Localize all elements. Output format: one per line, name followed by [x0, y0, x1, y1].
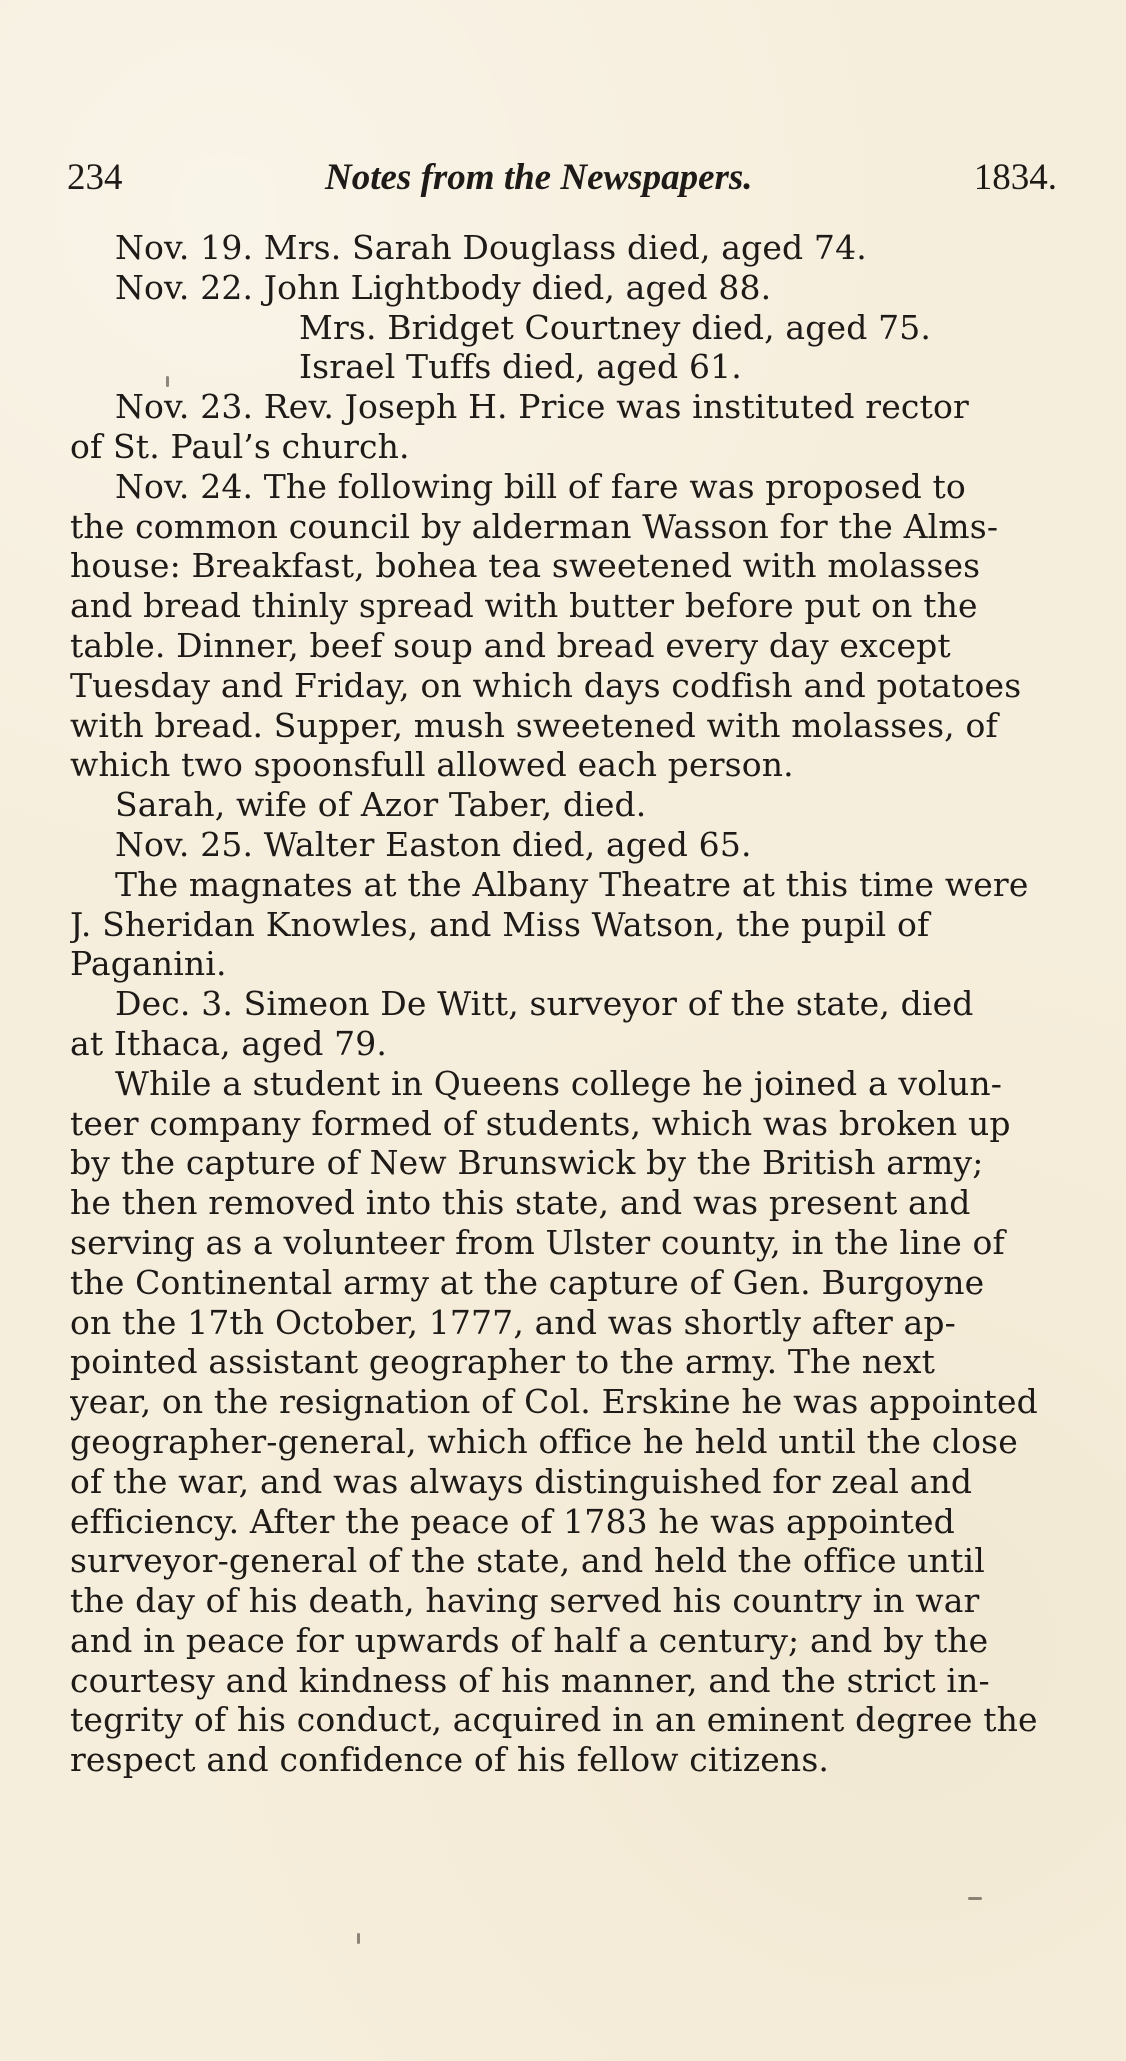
text-line: and in peace for upwards of half a century; and by the — [70, 1620, 989, 1660]
text-line: year, on the resignation of Col. Erskine he was appointed — [70, 1382, 1038, 1422]
text-line: of St. Paul’s church. — [70, 426, 410, 466]
page-text — [70, 228, 1055, 1780]
text-line: Nov. 19. Mrs. Sarah Douglass died, aged 74. — [115, 228, 867, 267]
text-line: respect and confidence of his fellow citizens. — [70, 1740, 830, 1780]
text-line: Paganini. — [70, 944, 227, 984]
text-line: Nov. 23. Rev. Joseph H. Price was instituted rector — [115, 387, 969, 427]
text-line: tegrity of his conduct, acquired in an eminent degree the — [70, 1700, 1038, 1740]
text-line: Tuesday and Friday, on which days codfish and potatoes — [70, 665, 1022, 705]
text-line: teer company formed of students, which was broken up — [70, 1103, 1011, 1143]
text-line: he then removed into this state, and was present and — [70, 1183, 971, 1223]
page-number: 234 — [67, 157, 123, 198]
text-line: the common council by alderman Wasson for the Alms- — [70, 506, 999, 546]
text-line: of the war, and was always distinguished for zeal and — [70, 1461, 973, 1501]
text-line: The magnates at the Albany Theatre at this time were — [115, 864, 1029, 904]
text-line: Sarah, wife of Azor Taber, died. — [115, 785, 647, 825]
text-line: which two spoonsfull allowed each person. — [70, 745, 794, 785]
text-line: pointed assistant geographer to the army. The next — [70, 1342, 936, 1382]
text-line: geographer-general, which office he held until the close — [70, 1421, 1018, 1461]
text-line: surveyor-general of the state, and held the office until — [70, 1541, 985, 1581]
header-year: 1834. — [973, 157, 1057, 198]
text-line: Dec. 3. Simeon De Witt, surveyor of the state, died — [115, 984, 974, 1024]
text-line: Nov. 24. The following bill of fare was proposed to — [115, 466, 966, 506]
running-title: Notes from the Newspapers. — [325, 157, 753, 198]
text-line: at Ithaca, aged 79. — [70, 1023, 388, 1063]
text-line: Nov. 22. John Lightbody died, aged 88. — [115, 267, 772, 307]
text-line: While a student in Queens college he joined a volun- — [115, 1063, 1003, 1103]
text-line: by the capture of New Brunswick by the British army; — [70, 1143, 984, 1183]
paper-speck — [968, 1897, 982, 1900]
paper-speck — [357, 1933, 360, 1944]
text-line: the day of his death, having served his country in war — [70, 1581, 980, 1621]
text-line: Nov. 25. Walter Easton died, aged 65. — [115, 824, 752, 864]
text-line: table. Dinner, beef soup and bread every day except — [70, 625, 951, 665]
text-line: the Continental army at the capture of Gen. Burgoyne — [70, 1262, 985, 1302]
paper-speck — [166, 376, 169, 387]
text-line: efficiency. After the peace of 1783 he was appointed — [70, 1501, 955, 1541]
text-line: Mrs. Bridget Courtney died, aged 75. — [299, 307, 932, 347]
text-line: and bread thinly spread with butter before put on the — [70, 586, 978, 626]
text-line: house: Breakfast, bohea tea sweetened with molasses — [70, 546, 981, 586]
text-line: on the 17th October, 1777, and was shortly after ap- — [70, 1302, 956, 1342]
text-line: Israel Tuffs died, aged 61. — [299, 347, 742, 387]
text-line: with bread. Supper, mush sweetened with molasses, of — [70, 705, 998, 745]
text-line: J. Sheridan Knowles, and Miss Watson, the pupil of — [70, 904, 930, 944]
page-header — [67, 152, 1057, 204]
text-line: courtesy and kindness of his manner, and the strict in- — [70, 1660, 990, 1700]
text-line: serving as a volunteer from Ulster county, in the line of — [70, 1222, 1005, 1262]
